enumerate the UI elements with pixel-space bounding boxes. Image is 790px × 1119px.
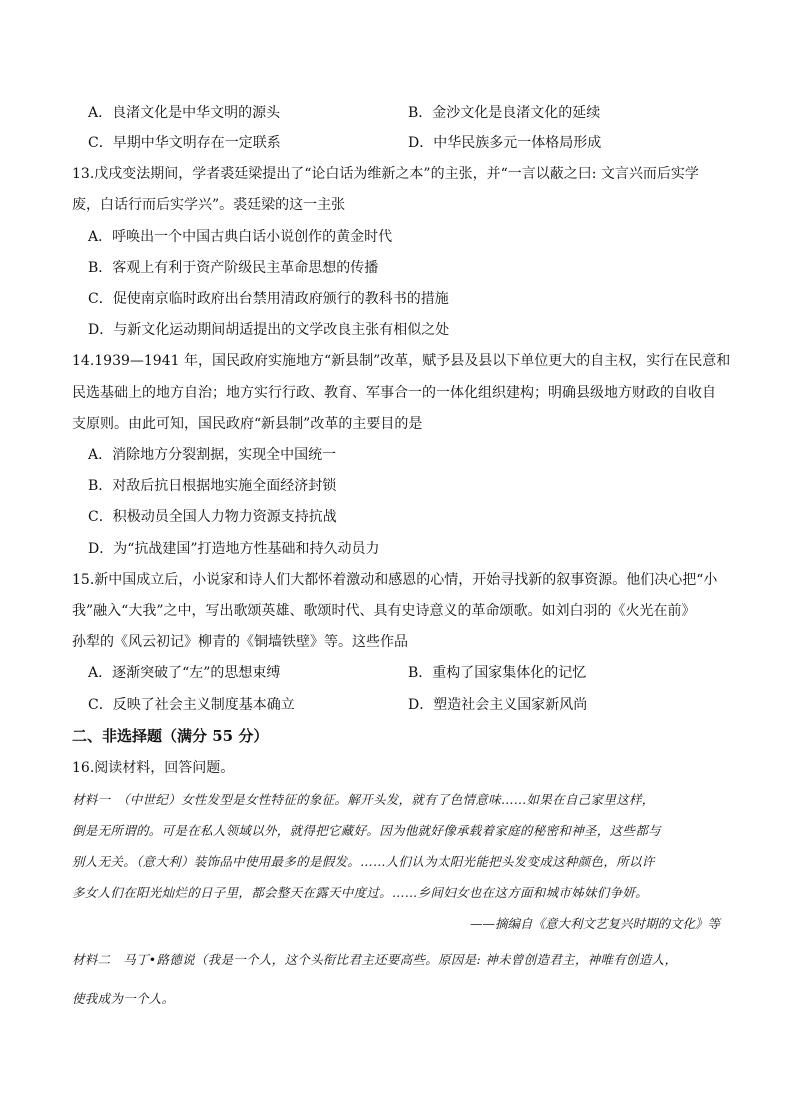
q13-option-d: D．与新文化运动期间胡适提出的文学改良主张有相似之处 [88,322,450,338]
q13-option-b: B．客观上有利于资产阶级民主革命思想的传播 [88,260,379,276]
q14-stem-line-2: 民选基础上的地方自治；地方实行行政、教育、军事合一的一体化组织建构；明确县级地方财政的自收自 [72,385,716,401]
q14-stem-line-3: 支原则。由此可知，国民政府“新县制”改革的主要目的是 [72,416,423,432]
q14-option-c: C．积极动员全国人力物力资源支持抗战 [88,509,337,525]
q13-stem-line-1: 13.戊戌变法期间，学者裘廷梁提出了“论白话为维新之本”的主张，并“一言以蔽之曰: 文言兴而后实学 [72,166,699,182]
q15-option-b: B．重构了国家集体化的记忆 [408,665,587,681]
q16-material2-line-2: 使我成为一个人。 [72,991,175,1006]
q13-option-a: A．呼唤出一个中国古典白话小说创作的黄金时代 [88,229,393,245]
section-heading: 二、非选择题（满分 55 分） [72,727,269,745]
q16-material1-line-3: 别人无关。（意大利）装饰品中使用最多的是假发。……人们认为太阳光能把头发变成这种颜色，所以许 [72,854,655,869]
q13-option-c: C．促使南京临时政府出台禁用清政府颁行的教科书的措施 [88,291,449,307]
q15-option-d: D．塑造社会主义国家新风尚 [408,697,588,713]
q14-option-d: D．为“抗战建国”打造地方性基础和持久动员力 [88,541,380,557]
q15-stem-line-2: 我”融入“大我”之中，写出歌颂英雄、歌颂时代、具有史诗意义的革命颂歌。如刘白羽的《火光在前》 [72,603,696,619]
q13-stem-line-2: 废，白话行而后实学兴”。裘廷梁的这一主张 [72,197,346,213]
q15-option-a: A．逐渐突破了“左”的思想束缚 [88,665,281,681]
q12-option-c: C．早期中华文明存在一定联系 [88,135,281,151]
q16-material1-line-1: 材料一 （中世纪）女性发型是女性特征的象征。解开头发，就有了色情意味……如果在自己家里这样， [72,792,655,807]
q16-material1-line-4: 多女人们在阳光灿烂的日子里，都会整天在露天中度过。……乡间妇女也在这方面和城市姊妹们争妍。 [72,885,649,900]
q16-material2-line-1: 材料二 马丁•路德说（我是一个人，这个头衔比君主还要高些。原因是: 神未曾创造君主，神唯有创造人， [72,952,678,967]
q16-material1-line-2: 倒是无所谓的。可是在私人领域以外，就得把它藏好。因为他就好像承载着家庭的秘密和神圣，这些都与 [72,823,661,838]
q12-option-b: B．金沙文化是良渚文化的延续 [408,105,601,121]
q16-stem: 16.阅读材料，回答问题。 [72,760,235,776]
q14-option-a: A．消除地方分裂割据，实现全中国统一 [88,447,337,463]
q14-stem-line-1: 14.1939—1941 年，国民政府实施地方“新县制”改革，赋予县及县以下单位更大的自主权，实行在民意和 [72,353,731,369]
q15-stem-line-3: 孙犁的《风云初记》柳青的《铜墙铁壁》等。这些作品 [72,634,408,650]
q12-option-a: A．良渚文化是中华文明的源头 [88,105,281,121]
q15-option-c: C．反映了社会主义制度基本确立 [88,697,295,713]
q16-material1-source: ——摘编自《意大利文艺复兴时期的文化》等 [470,916,721,931]
q15-stem-line-1: 15.新中国成立后，小说家和诗人们大都怀着激动和感恩的心情，开始寻找新的叙事资源。他们决心把“小 [72,572,718,588]
q12-option-d: D．中华民族多元一体格局形成 [408,135,602,151]
q14-option-b: B．对敌后抗日根据地实施全面经济封锁 [88,478,337,494]
